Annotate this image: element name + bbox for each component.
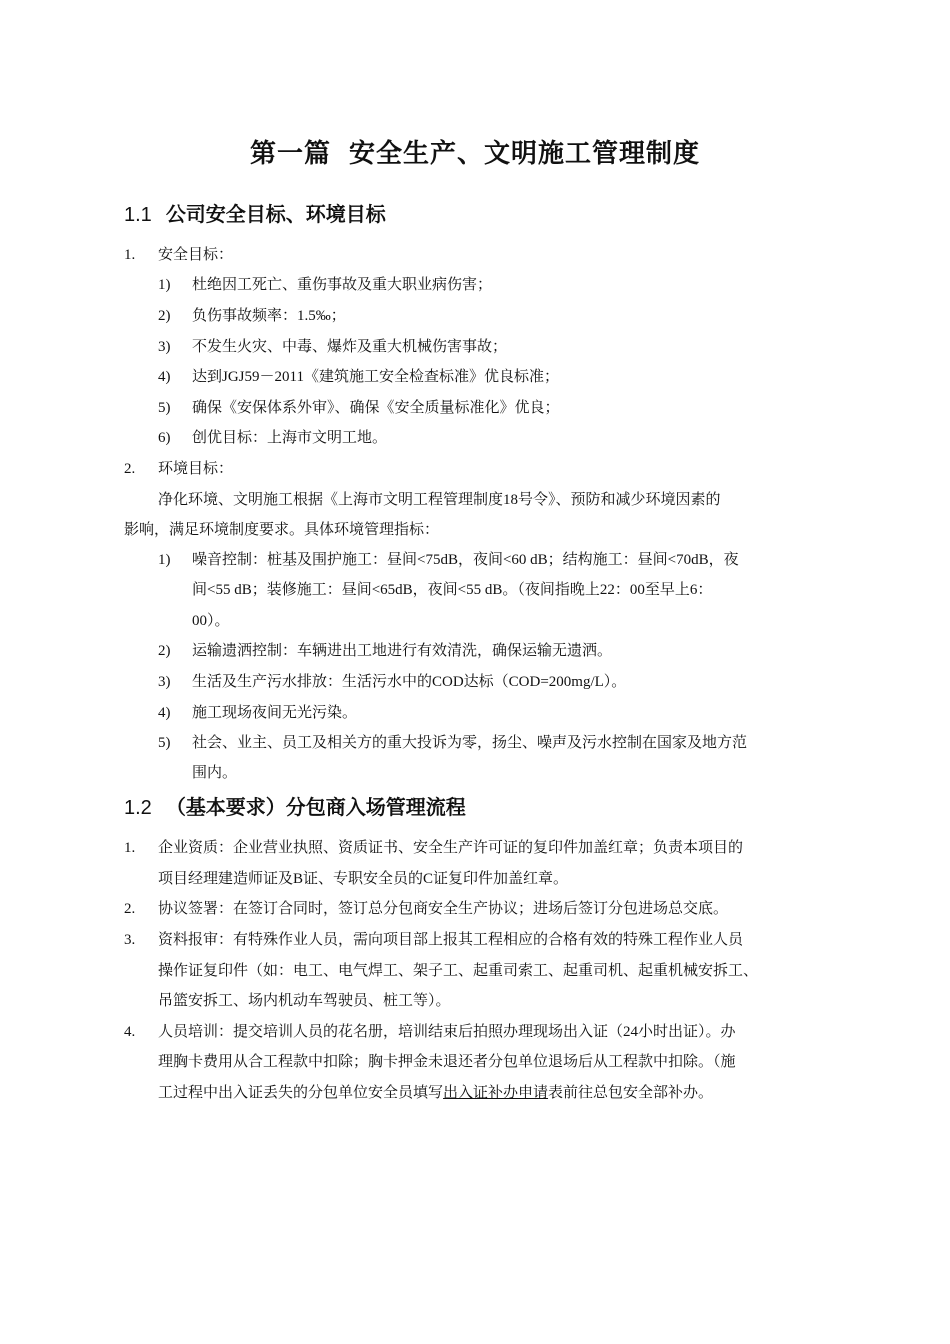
list-item-line: 项目经理建造师证及B证、专职安全员的C证复印件加盖红章。	[158, 871, 569, 887]
list-number: 1.	[124, 840, 136, 856]
list-item-line: 企业资质：企业营业执照、资质证书、安全生产许可证的复印件加盖红章；负责本项目的	[158, 840, 744, 856]
list-item-number: 4)	[158, 705, 171, 721]
list-item: 创优目标：上海市文明工地。	[192, 430, 388, 446]
paragraph-line: 影响，满足环境制度要求。具体环境管理指标：	[124, 522, 440, 538]
list-item: 协议签署：在签订合同时，签订总分包商安全生产协议；进场后签订分包进场总交底。	[158, 901, 729, 917]
list-number: 2.	[124, 461, 136, 477]
list-item-line: 00）。	[192, 613, 230, 629]
section-heading-1-1	[124, 198, 386, 227]
form-name-link: 出入证补办申请	[443, 1085, 549, 1101]
text: 工过程中出入证丢失的分包单位安全员填写	[158, 1085, 444, 1101]
list-number: 3.	[124, 932, 136, 948]
list-item-number: 2)	[158, 308, 171, 324]
list-item: 施工现场夜间无光污染。	[192, 705, 358, 721]
list-item-line: 操作证复印件（如：电工、电气焊工、架子工、起重司索工、起重司机、起重机械安拆工、	[158, 963, 759, 979]
list-item-line: 吊篮安拆工、场内机动车驾驶员、桩工等）。	[158, 993, 451, 1009]
list-item: 确保《安保体系外审》、确保《安全质量标准化》优良；	[192, 400, 560, 416]
list-item: 负伤事故频率：1.5‰；	[192, 308, 346, 324]
title-part: 第一篇	[249, 139, 331, 169]
section-number: 1.1	[124, 204, 152, 226]
list-item-line	[158, 1083, 713, 1103]
list-item-number: 5)	[158, 735, 171, 751]
list-item-line: 间<55 dB；装修施工：昼间<65dB，夜间<55 dB。（夜间指晚上22：00至早上6：	[192, 582, 713, 598]
list-number: 4.	[124, 1024, 136, 1040]
list-item-line: 围内。	[192, 765, 238, 781]
section-title: 公司安全目标、环境目标	[165, 202, 386, 226]
list-item-line: 资料报审：有特殊作业人员，需向项目部上报其工程相应的合格有效的特殊工程作业人员	[158, 932, 744, 948]
list-item: 不发生火灾、中毒、爆炸及重大机械伤害事故；	[192, 339, 508, 355]
list-item: 达到JGJ59－2011《建筑施工安全检查标准》优良标准；	[192, 369, 559, 385]
list-item-number: 3)	[158, 339, 171, 355]
section-number: 1.2	[124, 797, 152, 819]
list-label-environment: 环境目标：	[158, 461, 234, 477]
list-item-line: 社会、业主、员工及相关方的重大投诉为零，扬尘、噪声及污水控制在国家及地方范	[192, 735, 748, 751]
list-item-number: 1)	[158, 277, 171, 293]
section-title: （基本要求）分包商入场管理流程	[165, 795, 466, 819]
list-item-number: 6)	[158, 430, 171, 446]
list-item-number: 1)	[158, 552, 171, 568]
list-item-number: 3)	[158, 674, 171, 690]
section-heading-1-2	[124, 791, 466, 820]
list-item-number: 2)	[158, 643, 171, 659]
list-item-number: 4)	[158, 369, 171, 385]
list-item-number: 5)	[158, 400, 171, 416]
list-item: 运输遗洒控制：车辆进出工地进行有效清洗，确保运输无遗洒。	[192, 643, 613, 659]
title-text: 安全生产、文明施工管理制度	[349, 139, 701, 169]
list-label-safety: 安全目标：	[158, 247, 234, 263]
paragraph-line: 净化环境、文明施工根据《上海市文明工程管理制度18号令》、预防和减少环境因素的	[158, 492, 721, 508]
list-item: 生活及生产污水排放：生活污水中的COD达标（COD=200mg/L）。	[192, 674, 627, 690]
list-item-line: 噪音控制：桩基及围护施工：昼间<75dB，夜间<60 dB；结构施工：昼间<70dB，夜	[192, 552, 739, 568]
list-number: 2.	[124, 901, 136, 917]
list-item-line: 理胸卡费用从合工程款中扣除；胸卡押金未退还者分包单位退场后从工程款中扣除。（施	[158, 1054, 736, 1070]
list-item: 杜绝因工死亡、重伤事故及重大职业病伤害；	[192, 277, 493, 293]
list-item-line: 人员培训：提交培训人员的花名册，培训结束后拍照办理现场出入证（24小时出证）。办	[158, 1024, 736, 1040]
text: 表前往总包安全部补办。	[548, 1085, 714, 1101]
list-number: 1.	[124, 247, 136, 263]
document-title	[0, 133, 950, 170]
